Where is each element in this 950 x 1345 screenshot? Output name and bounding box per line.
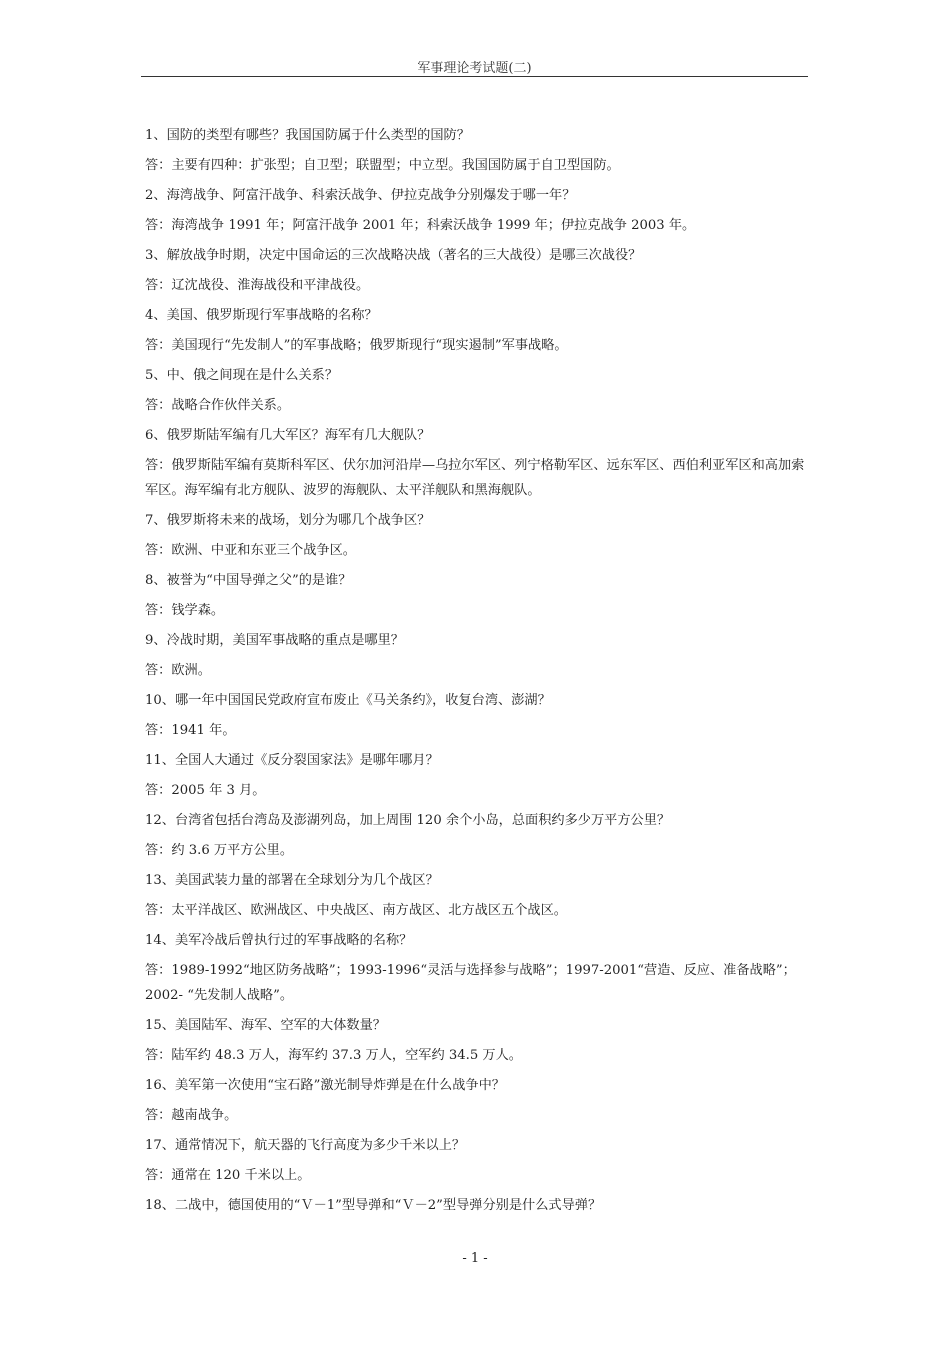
answer-10: 答：1941 年。 xyxy=(145,723,236,738)
question-11: 11、全国人大通过《反分裂国家法》是哪年哪月？ xyxy=(145,753,439,768)
answer-17: 答：通常在 120 千米以上。 xyxy=(145,1168,311,1183)
question-12: 12、台湾省包括台湾岛及澎湖列岛，加上周围 120 余个小岛，总面积约多少万平方公里？ xyxy=(145,813,671,828)
answer-9: 答：欧洲。 xyxy=(145,663,211,678)
answer-15: 答：陆军约 48.3 万人，海军约 37.3 万人，空军约 34.5 万人。 xyxy=(145,1048,522,1063)
question-10: 10、哪一年中国国民党政府宣布废止《马关条约》，收复台湾、澎湖？ xyxy=(145,693,551,708)
answer-12: 答：约 3.6 万平方公里。 xyxy=(145,843,294,858)
answer-4: 答：美国现行“先发制人”的军事战略；俄罗斯现行“现实遏制”军事战略。 xyxy=(145,338,568,353)
document-body xyxy=(145,123,810,1223)
question-18: 18、二战中，德国使用的“Ｖ－1”型导弹和“Ｖ－2”型导弹分别是什么式导弹？ xyxy=(145,1198,602,1213)
question-16: 16、美军第一次使用“宝石路”激光制导炸弹是在什么战争中？ xyxy=(145,1078,505,1093)
answer-5: 答：战略合作伙伴关系。 xyxy=(145,398,291,413)
question-15: 15、美国陆军、海军、空军的大体数量？ xyxy=(145,1018,386,1033)
question-2: 2、海湾战争、阿富汗战争、科索沃战争、伊拉克战争分别爆发于哪一年？ xyxy=(145,188,576,203)
question-5: 5、中、俄之间现在是什么关系？ xyxy=(145,368,339,383)
question-4: 4、美国、俄罗斯现行军事战略的名称？ xyxy=(145,308,378,323)
answer-11: 答：2005 年 3 月。 xyxy=(145,783,266,798)
answer-13: 答：太平洋战区、欧洲战区、中央战区、南方战区、北方战区五个战区。 xyxy=(145,903,567,918)
answer-14: 答：1989-1992“地区防务战略”；1993-1996“灵活与选择参与战略”；1997-2001“营造、反应、准备战略”；2002- “先发制人战略”。 xyxy=(145,963,796,1003)
answer-1: 答：主要有四种：扩张型；自卫型；联盟型；中立型。我国国防属于自卫型国防。 xyxy=(145,158,620,173)
answer-2: 答：海湾战争 1991 年；阿富汗战争 2001 年；科索沃战争 1999 年；伊拉克战争 2003 年。 xyxy=(145,218,696,233)
answer-7: 答：欧洲、中亚和东亚三个战争区。 xyxy=(145,543,356,558)
question-14: 14、美军冷战后曾执行过的军事战略的名称？ xyxy=(145,933,413,948)
answer-3: 答：辽沈战役、淮海战役和平津战役。 xyxy=(145,278,370,293)
answer-6: 答：俄罗斯陆军编有莫斯科军区、伏尔加河沿岸—乌拉尔军区、列宁格勒军区、远东军区、西伯利亚军区和高加索军区。海军编有北方舰队、波罗的海舰队、太平洋舰队和黑海舰队。 xyxy=(145,458,805,498)
header-title: 军事理论考试题(二) xyxy=(417,61,532,76)
question-8: 8、被誉为“中国导弹之父”的是谁？ xyxy=(145,573,352,588)
page-number: - 1 - xyxy=(462,1251,488,1266)
question-17: 17、通常情况下，航天器的飞行高度为多少千米以上？ xyxy=(145,1138,466,1153)
question-9: 9、冷战时期，美国军事战略的重点是哪里？ xyxy=(145,633,404,648)
answer-8: 答：钱学森。 xyxy=(145,603,225,618)
page-header xyxy=(141,48,808,77)
answer-16: 答：越南战争。 xyxy=(145,1108,238,1123)
question-6: 6、俄罗斯陆军编有几大军区？海军有几大舰队？ xyxy=(145,428,431,443)
question-1: 1、国防的类型有哪些？我国国防属于什么类型的国防？ xyxy=(145,128,470,143)
question-7: 7、俄罗斯将未来的战场，划分为哪几个战争区？ xyxy=(145,513,431,528)
question-3: 3、解放战争时期，决定中国命运的三次战略决战（著名的三大战役）是哪三次战役？ xyxy=(145,248,642,263)
question-13: 13、美国武装力量的部署在全球划分为几个战区？ xyxy=(145,873,439,888)
